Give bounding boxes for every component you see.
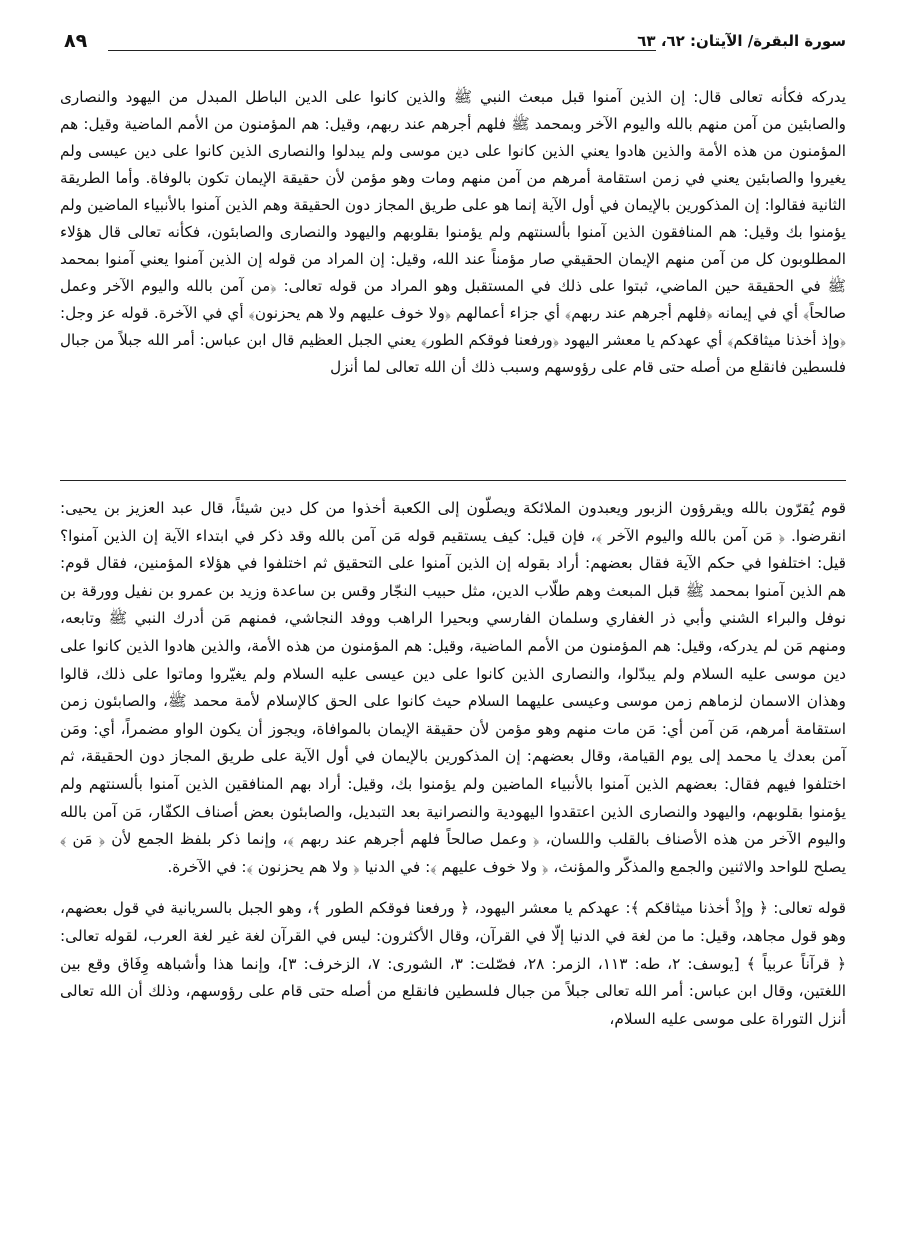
lower-paragraph-2: قوله تعالى: ﴿ وإذْ أخذنا ميثاقكم ﴾: عهدكم يا معشر اليهود، ﴿ ورفعنا فوقكم الطور ﴾، وهو الجبل بالسريانية في قول بعضهم، وهو قول مجاهد، وقيل: ما من لغة في الدنيا إلّا في القرآن، وقال الأكثرون: ليس في القرآن لغة غير لغة العرب، لقوله تعالى: ﴿ قرآناً عربياً ﴾ [يوسف: ٢، طه: ١١٣، الزمر: ٢٨، فصّلت: ٣، الشورى: ٧، الزخرف: ٣]، وإنما هذا وأشباهه وِفَاق وقع بين اللغتين، وقال ابن عباس: أمر الله تعالى جبلاً من جبال فلسطين فانقلع من أصله حتى قام على رؤوسهم، وذلك أن الله تعالى أنزل التوراة على موسى عليه السلام، bbox=[60, 899, 846, 1028]
header-rule bbox=[108, 50, 656, 51]
section-divider bbox=[60, 480, 846, 481]
lower-commentary bbox=[60, 495, 846, 1033]
page-number: ٨٩ bbox=[64, 30, 88, 52]
upper-paragraph: يدركه فكأنه تعالى قال: إن الذين آمنوا قبل مبعث النبي ﷺ والذين كانوا على الدين الباطل المبدل من اليهود والنصارى والصابئين من آمن منهم بالله واليوم الآخر وبمحمد ﷺ فلهم أجرهم عند ربهم، وقيل: هم المؤمنون من الأمم الماضية وقيل: هم المؤمنون من هذه الأمة والذين هادوا يعني الذين كانوا على دين موسى ولم يبدلوا والنصارى الذين كانوا على دين عيسى ولم يغيروا والصابئين يعني في زمن استقامة أمرهم من آمن منهم ومات وهو مؤمن لأن حقيقة الإيمان تكون بالوفاة. وأما الطريقة الثانية فقالوا: إن المذكورين بالإيمان في أول الآية إنما هو على طريق المجاز دون الحقيقة وهم الذين آمنوا بالأنبياء الماضين ولم يؤمنوا بك وقيل: هم المنافقون الذين آمنوا بألسنتهم ولم يؤمنوا بقلوبهم واليهود والنصارى والصابئون، فكأنه تعالى قال هؤلاء المطلوبون كل من آمن منهم الإيمان الحقيقي صار مؤمناً عند الله، وقيل: إن المراد من قوله إن الذين آمنوا يعني آمنوا بمحمد ﷺ في الحقيقة حين الماضي، ثبتوا على ذلك في المستقبل وهو المراد من قوله تعالى: ﴿من آمن بالله واليوم الآخر وعمل صالحاً﴾ أي في إيمانه ﴿فلهم أجرهم عند ربهم﴾ أي جزاء أعمالهم ﴿ولا خوف عليهم ولا هم يحزنون﴾ أي في الآخرة. قوله عز وجل: ﴿وإذ أخذنا ميثاقكم﴾ أي عهدكم يا معشر اليهود ﴿ورفعنا فوقكم الطور﴾ يعني الجبل العظيم قال ابن عباس: أمر الله جبلاً من جبال فلسطين فانقلع من أصله حتى قام على رؤوسهم وسبب ذلك أن الله تعالى لما أنزل bbox=[60, 88, 846, 376]
page-header bbox=[60, 28, 846, 62]
surah-running-title: سورة البقرة/ الآيتان: ٦٢، ٦٣ bbox=[637, 32, 846, 50]
lower-paragraph-1: قوم يُقرّون بالله ويقرؤون الزبور ويعبدون الملائكة ويصلّون إلى الكعبة أخذوا من كل دين شيئاً، قال عبد العزيز بن يحيى: انقرضوا. ﴿ مَن آمن بالله واليوم الآخر ﴾، فإن قيل: كيف يستقيم قوله مَن آمن بالله وقد ذكر في ابتداء الآية إن الذين آمنوا؟ قيل: اختلفوا في حكم الآية فقال بعضهم: أراد بقوله إن الذين آمنوا على التحقيق ثم اختلفوا في هؤلاء المؤمنين، فقال قوم: هم الذين آمنوا بمحمد ﷺ قبل المبعث وهم طلّاب الدين، مثل حبيب النجّار وقس بن ساعدة وزيد بن عمرو بن نفيل وورقة بن نوفل والبراء الشني وأبي ذر الغفاري وسلمان الفارسي وبحيرا الراهب ووفد النجاشي، فمنهم مَن أدرك النبي ﷺ وتابعه، ومنهم مَن لم يدركه، وقيل: هم المؤمنون من الأمم الماضية، وقيل: هم المؤمنون من هذه الأمة، والذين هادوا الذين كانوا على دين موسى عليه السلام ولم يبدّلوا، والنصارى الذين كانوا على دين عيسى عليه السلام ولم يغيّروا وماتوا على ذلك، قالوا وهذان الاسمان لزماهم زمن موسى وعيسى عليهما السلام حيث كانوا على الحق كالإسلام لأمة محمد ﷺ، والصابئون زمن استقامة أمرهم، مَن آمن أي: مَن مات منهم وهو مؤمن لأن حقيقة الإيمان بالموافاة، ويجوز أن يكون الواو مضمراً، أي: ومَن آمن بعدك يا محمد إلى يوم القيامة، وقال بعضهم: إن المذكورين بالإيمان في أول الآية على طريق المجاز دون الحقيقة، ثم اختلفوا فيهم فقال: بعضهم الذين آمنوا بالأنبياء الماضين ولم يؤمنوا بك، وقيل: أراد بهم المنافقين الذين آمنوا بألسنتهم ولم يؤمنوا بقلوبهم، واليهود والنصارى الذين اعتقدوا اليهودية والنصرانية بعد التبديل، والصابئون بعض أصناف الكفّار، مَن آمن بالله واليوم الآخر من هذه الأصناف بالقلب واللسان، ﴿ وعمل صالحاً فلهم أجرهم عند ربهم ﴾، وإنما ذكر بلفظ الجمع لأن ﴿ مَن ﴾ يصلح للواحد والاثنين والجمع والمذكّر والمؤنث، ﴿ ولا خوف عليهم ﴾: في الدنيا ﴿ ولا هم يحزنون ﴾: في الآخرة. bbox=[60, 499, 846, 876]
upper-commentary bbox=[60, 84, 846, 381]
